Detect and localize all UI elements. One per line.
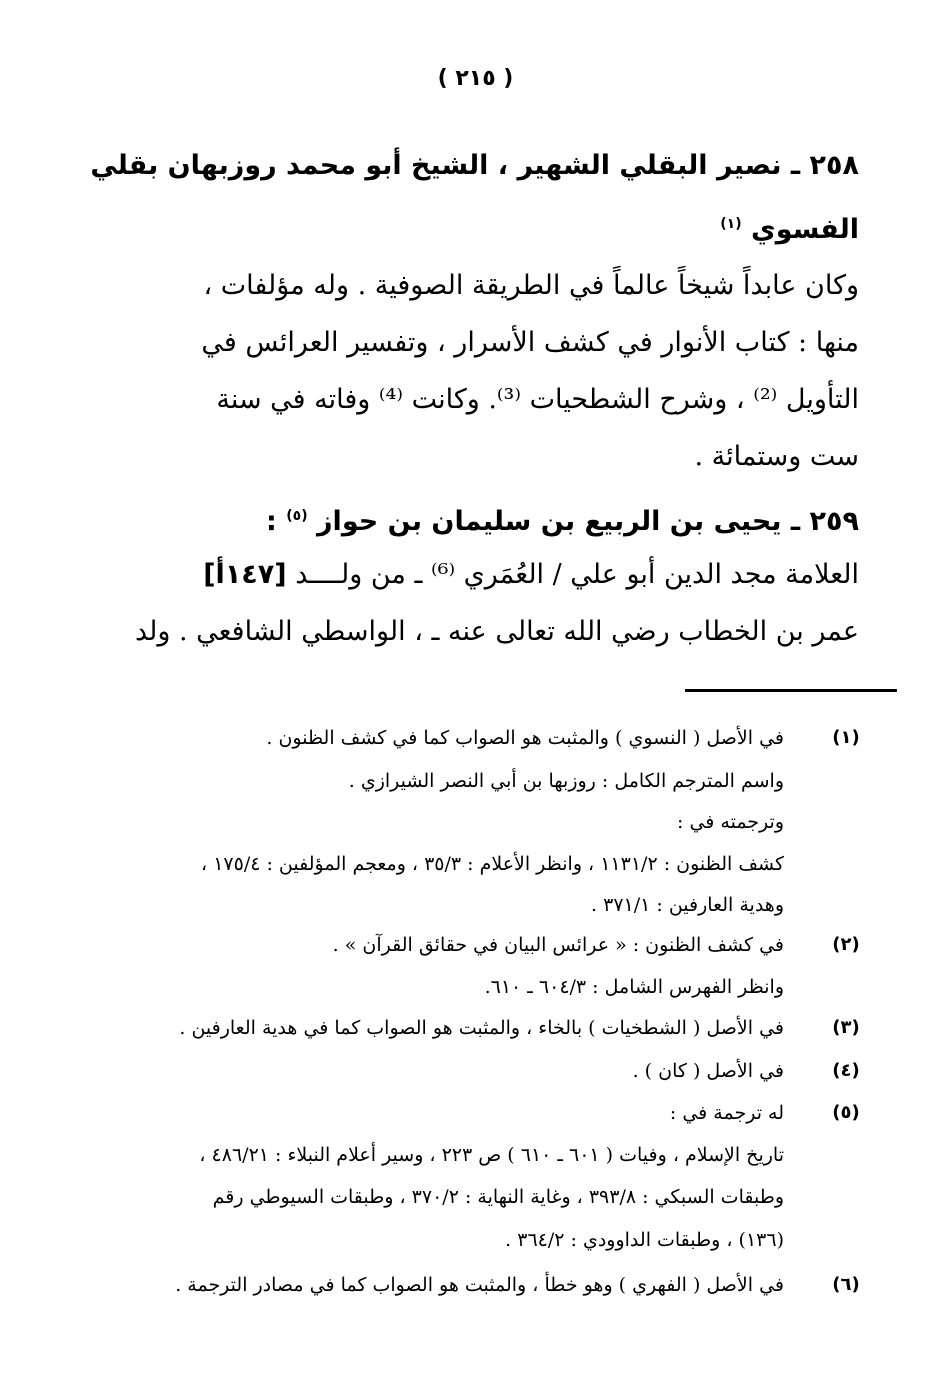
footnote-3-number: (٣) — [832, 1017, 860, 1038]
entry-258-body-line-1: وكان عابداً شيخاً عالماً في الطريقة الصوفية . وله مؤلفات ، — [203, 270, 859, 301]
page-number: ( ٢١٥ ) — [437, 66, 514, 91]
entry-259-body-line-2: عمر بن الخطاب رضي الله تعالى عنه ـ ، الواسطي الشافعي . ولد — [134, 616, 859, 647]
footnote-2-line-1: في كشف الظنون : « عرائس البيان في حقائق القرآن » . — [332, 934, 784, 956]
entry-259-body-line-1 — [203, 555, 859, 595]
footnote-5-line-2: تاريخ الإسلام ، وفيات ( ٦٠١ ـ ٦١٠ ) ص ٢٢٣ ، وسير أعلام النبلاء : ٤٨٦/٢١ ، — [199, 1144, 784, 1166]
footnote-1-line-5: وهدية العارفين : ٣٧١/١ . — [591, 894, 784, 916]
entry-259-number: ٢٥٩ — [809, 506, 859, 537]
entry-258-heading-line-2 — [720, 204, 859, 250]
entry-258-heading-line-1: ٢٥٨ ـ نصير البقلي الشهير ، الشيخ أبو محمد روزبهان بقلي — [90, 150, 859, 181]
entry-258-body-line-2: منها : كتاب الأنوار في كشف الأسرار ، وتفسير العرائس في — [201, 327, 859, 358]
entry-259-heading-colon: : — [266, 506, 277, 537]
entry-258-number: ٢٥٨ — [809, 150, 859, 181]
footnote-1-line-4: كشف الظنون : ١١٣١/٢ ، وانظر الأعلام : ٣٥/٣ ، ومعجم المؤلفين : ١٧٥/٤ ، — [201, 853, 784, 875]
entry-258-heading-text-2: الفسوي — [751, 214, 859, 245]
footnote-2-number: (٢) — [832, 934, 860, 955]
entry-258-body-line-4: ست وستمائة . — [694, 441, 859, 472]
footnote-1-line-2: واسم المترجم الكامل : روزبها بن أبي النصر الشيرازي . — [348, 770, 784, 792]
footnote-5-line-3: وطبقات السبكي : ٣٩٣/٨ ، وغاية النهاية : ٣٧٠/٢ ، وطبقات السيوطي رقم — [212, 1186, 784, 1208]
footnote-4-number: (٤) — [832, 1060, 860, 1081]
footnote-2-line-2: وانظر الفهرس الشامل : ٦٠٤/٣ ـ ٦١٠. — [484, 976, 784, 998]
entry-259-footnote-ref: (٥) — [286, 508, 308, 524]
entry-258-footnote-ref: (١) — [720, 216, 742, 232]
entry-258-body-line-3: التأويل ⁽²⁾ ، وشرح الشطحيات ⁽³⁾. وكانت ⁽⁴⁾ وفاته في سنة — [216, 384, 859, 415]
footnote-5-line-1: له ترجمة في : — [669, 1102, 784, 1124]
footnote-1-number: (١) — [832, 727, 860, 748]
footnote-5-number: (٥) — [832, 1102, 860, 1123]
footnote-6-number: (٦) — [832, 1274, 860, 1295]
entry-259-heading-text-1: يحيى بن الربيع بن سليمان بن حواز — [317, 506, 782, 537]
footnote-3-line-1: في الأصل ( الشطخيات ) بالخاء ، والمثبت هو الصواب كما في هدية العارفين . — [179, 1017, 784, 1039]
entry-259-body-text-1: العلامة مجد الدين أبو علي / العُمَري ⁽⁶⁾ ـ من ولــــد — [295, 559, 859, 590]
folio-marker: [١٤٧أ] — [203, 559, 287, 590]
footnote-5-line-4: (١٣٦) ، وطبقات الداوودي : ٣٦٤/٢ . — [505, 1229, 784, 1251]
footnote-separator — [685, 689, 897, 692]
footnote-6-line-1: في الأصل ( الفهري ) وهو خطأ ، والمثبت هو الصواب كما في مصادر الترجمة . — [175, 1274, 784, 1296]
footnote-1-line-3: وترجمته في : — [677, 811, 784, 833]
entry-259-heading-line-1: ٢٥٩ ـ يحيى بن الربيع بن سليمان بن حواز $^{(٥)}$ : — [266, 506, 859, 537]
footnote-1-line-1: في الأصل ( النسوي ) والمثبت هو الصواب كما في كشف الظنون . — [266, 727, 784, 749]
footnote-4-line-1: في الأصل ( كان ) . — [632, 1060, 784, 1082]
entry-258-heading-text-1: نصير البقلي الشهير ، الشيخ أبو محمد روزبهان بقلي — [90, 150, 782, 181]
